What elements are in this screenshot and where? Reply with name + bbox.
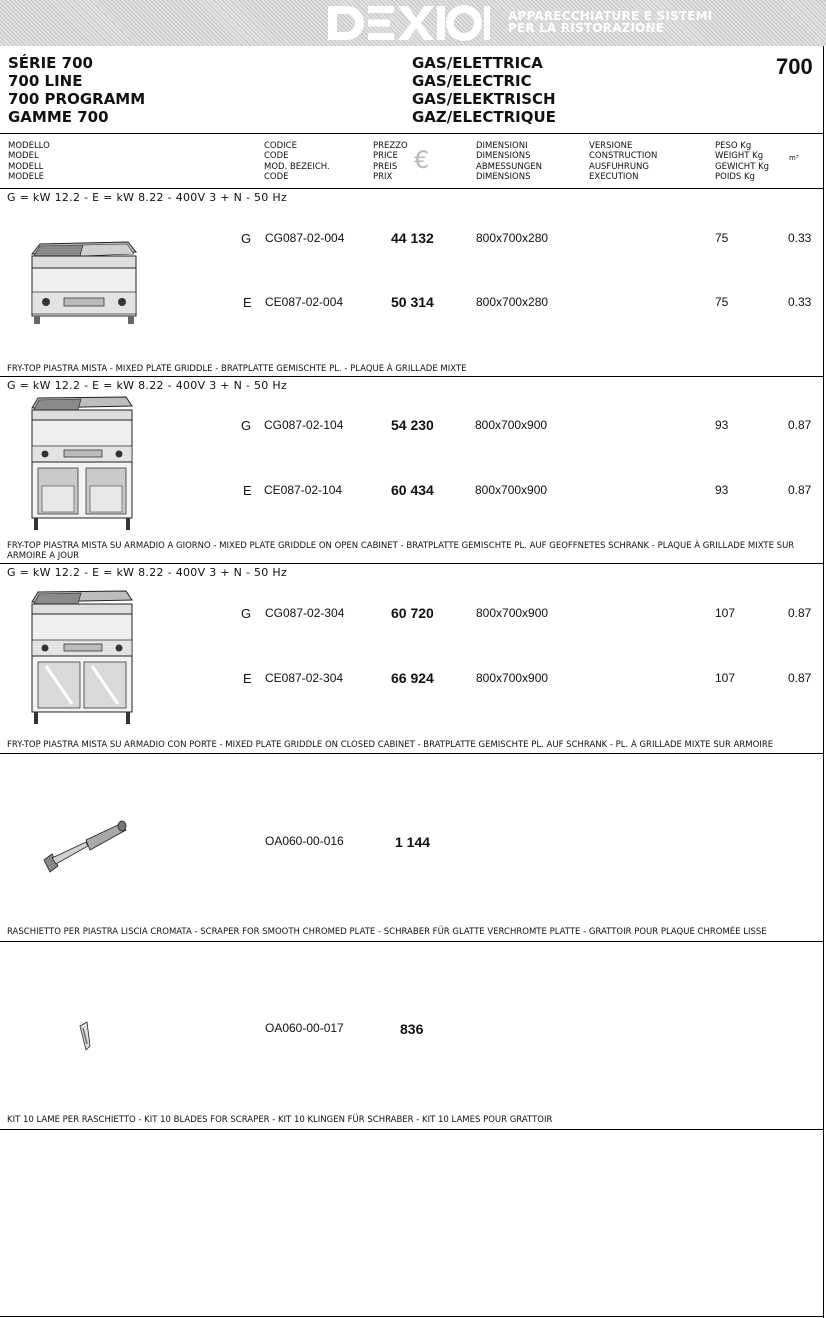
product-price: 66 924: [391, 670, 434, 686]
divider: [0, 1129, 824, 1130]
section-description: FRY-TOP PIASTRA MISTA SU ARMADIO CON PORTE - MIXED PLATE GRIDDLE ON CLOSED CABINET - BRATPLATTE GEMISCHTE PL. AUF SCHRANK - PL. À GRILLADE MIXTE SUR ARMOIRE: [7, 740, 774, 750]
version-letter: G: [241, 606, 252, 621]
col-header-code: CODICE CODE MOD. BEZEICH. CODE: [264, 141, 330, 183]
product-price: 60 720: [391, 605, 434, 621]
divider: [0, 753, 824, 754]
series-title: SÉRIE 700 700 LINE 700 PROGRAMM GAMME 700: [8, 54, 146, 126]
product-price: 44 132: [391, 230, 434, 246]
product-volume: 0.87: [788, 418, 812, 432]
product-code: CG087-02-104: [264, 418, 344, 432]
section-description: KIT 10 LAME PER RASCHIETTO - KIT 10 BLADES FOR SCRAPER - KIT 10 KLINGEN FÜR SCHRABER - KIT 10 LAMES POUR GRATTOIR: [7, 1115, 553, 1125]
product-price: 836: [400, 1021, 424, 1037]
product-volume: 0.87: [788, 671, 812, 685]
product-volume: 0.33: [788, 295, 812, 309]
product-volume: 0.87: [788, 606, 812, 620]
product-code: CG087-02-304: [265, 606, 345, 620]
divider: [0, 941, 824, 942]
product-dimensions: 800x700x900: [476, 671, 549, 685]
version-letter: E: [243, 483, 252, 498]
product-dimensions: 800x700x900: [476, 606, 549, 620]
product-price: 50 314: [391, 294, 434, 310]
product-weight: 93: [715, 483, 729, 497]
product-dimensions: 800x700x280: [476, 295, 549, 309]
brand-tagline: APPARECCHIATURE E SISTEMI PER LA RISTORAZIONE: [508, 9, 713, 35]
product-code: OA060-00-016: [265, 834, 344, 848]
col-header-version: VERSIONE CONSTRUCTION AUSFUHRUNG EXECUTION: [589, 141, 658, 183]
product-dimensions: 800x700x900: [475, 483, 548, 497]
section-description: RASCHIETTO PER PIASTRA LISCIA CROMATA - SCRAPER FOR SMOOTH CHROMED PLATE - SCHRABER FÜR GLATTE VERCHROMTE PLATTE - GRATTOIR POUR PLAQUE CHROMÉE LISSE: [7, 927, 767, 937]
product-volume: 0.33: [788, 231, 812, 245]
page-border-bottom: [0, 1316, 824, 1317]
section-spec: G = kW 12.2 - E = kW 8.22 - 400V 3 + N - 50 Hz: [7, 566, 288, 579]
section-description: FRY-TOP PIASTRA MISTA - MIXED PLATE GRIDDLE - BRATPLATTE GEMISCHTE PL. - PLAQUE À GRILLADE MIXTE: [7, 364, 467, 374]
version-letter: G: [241, 231, 252, 246]
divider: [0, 133, 824, 134]
product-price: 54 230: [391, 417, 434, 433]
col-header-model: MODELLO MODEL MODELL MODELE: [8, 141, 50, 183]
col-header-price: PREZZO PRICE PREIS PRIX: [373, 141, 408, 183]
product-dimensions: 800x700x280: [476, 231, 549, 245]
product-code: CE087-02-004: [265, 295, 344, 309]
product-weight: 75: [715, 231, 729, 245]
product-weight: 93: [715, 418, 729, 432]
section-spec: G = kW 12.2 - E = kW 8.22 - 400V 3 + N - 50 Hz: [7, 191, 288, 204]
product-weight: 75: [715, 295, 729, 309]
divider: [0, 188, 824, 189]
product-code: CG087-02-004: [265, 231, 345, 245]
col-header-weight: PESO Kg WEIGHT Kg GEWICHT Kg POIDS Kg: [715, 141, 770, 183]
section-spec: G = kW 12.2 - E = kW 8.22 - 400V 3 + N - 50 Hz: [7, 379, 288, 392]
product-code: CE087-02-304: [265, 671, 344, 685]
page-series-number: 700: [776, 54, 813, 79]
scraper-image: [42, 820, 132, 874]
col-header-volume: m³: [789, 154, 799, 162]
griddle-open-cabinet-image: [28, 396, 138, 532]
product-code: OA060-00-017: [265, 1021, 344, 1035]
euro-icon: €: [414, 146, 430, 174]
griddle-closed-cabinet-image: [28, 590, 138, 726]
product-price: 1 144: [395, 834, 431, 850]
divider: [0, 376, 824, 377]
product-price: 60 434: [391, 482, 434, 498]
col-header-dimensions: DIMENSIONI DIMENSIONS ABMESSUNGEN DIMENSIONS: [476, 141, 543, 183]
product-weight: 107: [715, 671, 736, 685]
product-volume: 0.87: [788, 483, 812, 497]
version-letter: G: [241, 418, 252, 433]
version-letter: E: [243, 671, 252, 686]
version-letter: E: [243, 295, 252, 310]
product-weight: 107: [715, 606, 736, 620]
section-description: FRY-TOP PIASTRA MISTA SU ARMADIO A GIORNO - MIXED PLATE GRIDDLE ON OPEN CABINET - BRATPLATTE GEMISCHTE PL. AUF GEOFFNETES SCHRANK - PLAQUE À GRILLADE MIXTE SUR ARMOIRE A JOUR: [7, 541, 795, 561]
dexion-logo: [326, 2, 496, 44]
product-dimensions: 800x700x900: [475, 418, 548, 432]
griddle-image: [28, 238, 140, 328]
fuel-type-title: GAS/ELETTRICA GAS/ELECTRIC GAS/ELEKTRISCH GAZ/ELECTRIQUE: [412, 54, 556, 126]
page-border-right: [823, 46, 824, 1318]
product-code: CE087-02-104: [264, 483, 343, 497]
blade-image: [78, 1020, 92, 1052]
divider: [0, 563, 824, 564]
